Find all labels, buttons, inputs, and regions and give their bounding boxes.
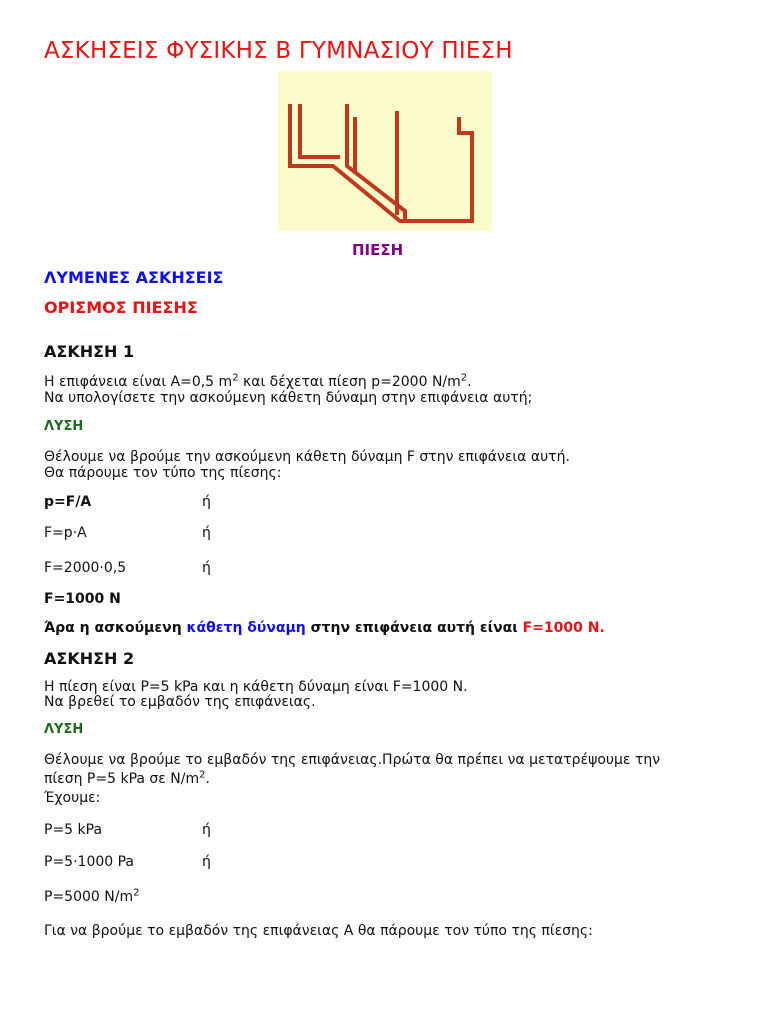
exercise-2-last-line: Για να βρούμε το εμβαδόν της επιφάνειας A θα πάρουμε τον τύπο της πίεσης: — [44, 923, 593, 939]
exercise-1-statement-line-1: Η επιφάνεια είναι A=0,5 $m^2$ και δέχεται πίεση p=2000 $N/m^2$. — [44, 372, 472, 390]
exercise-1-or-1: ή — [202, 494, 211, 510]
exercise-1-or-2: ή — [202, 525, 211, 541]
exercise-1-formula-1: p=F/A — [44, 494, 92, 510]
exercise-2-formula-3: P=5000 $N/m^2$ — [44, 887, 140, 905]
left-vessel-inner — [300, 106, 338, 157]
figure-caption: ΠΙΕΣΗ — [352, 241, 404, 259]
exercise-2-heading: ΑΣΚΗΣΗ 2 — [44, 649, 135, 668]
exercise-2-formula-1: P=5 kPa — [44, 822, 103, 838]
vessel-diagram — [278, 71, 492, 231]
exercise-2-solution-label: ΛΥΣΗ — [44, 722, 84, 737]
exercise-1-heading: ΑΣΚΗΣΗ 1 — [44, 342, 135, 361]
exercise-2-solution-line-3: Έχουμε: — [44, 790, 101, 806]
exercise-2-or-1: ή — [202, 822, 211, 838]
exercise-2-solution-line-1: Θέλουμε να βρούμε το εμβαδόν της επιφάνειας.Πρώτα θα πρέπει να μετατρέψουμε την — [44, 752, 661, 768]
exercise-2-solution-line-2: πίεση P=5 kPa σε $N/m^2$. — [44, 769, 210, 787]
exercise-2-statement-line-2: Να βρεθεί το εμβαδόν της επιφάνειας. — [44, 694, 316, 710]
page-title: ΑΣΚΗΣΕΙΣ ΦΥΣΙΚΗΣ Β ΓΥΜΝΑΣΙΟΥ ΠΙΕΣΗ — [44, 38, 513, 64]
exercise-2-statement-line-1: Η πίεση είναι P=5 kPa και η κάθετη δύναμη είναι F=1000 N. — [44, 679, 468, 695]
exercise-1-or-3: ή — [202, 560, 211, 576]
exercise-1-solution-line-2: Θα πάρουμε τον τύπο της πίεσης: — [44, 465, 282, 481]
exercise-1-solution-label: ΛΥΣΗ — [44, 419, 84, 434]
exercise-1-formula-2: F=p·A — [44, 525, 87, 541]
solved-exercises-heading: ΛΥΜΕΝΕΣ ΑΣΚΗΣΕΙΣ — [44, 268, 224, 287]
communicating-vessels-figure — [278, 71, 492, 231]
exercise-1-formula-3: F=2000·0,5 — [44, 560, 127, 576]
exercise-2-or-2: ή — [202, 854, 211, 870]
exercise-1-result: F=1000 N — [44, 591, 121, 607]
exercise-1-solution-line-1: Θέλουμε να βρούμε την ασκούμενη κάθετη δύναμη F στην επιφάνεια αυτή. — [44, 449, 570, 465]
exercise-1-conclusion: Άρα η ασκούμενη κάθετη δύναμη στην επιφάνεια αυτή είναι F=1000 N. — [44, 620, 605, 636]
exercise-1-statement-line-2: Να υπολογίσετε την ασκούμενη κάθετη δύναμη στην επιφάνεια αυτή; — [44, 390, 533, 406]
exercise-2-formula-2: P=5·1000 Pa — [44, 854, 135, 870]
left-vessel-outer — [290, 106, 472, 221]
pressure-definition-heading: ΟΡΙΣΜΟΣ ΠΙΕΣΗΣ — [44, 298, 198, 317]
right-spout — [459, 119, 472, 140]
